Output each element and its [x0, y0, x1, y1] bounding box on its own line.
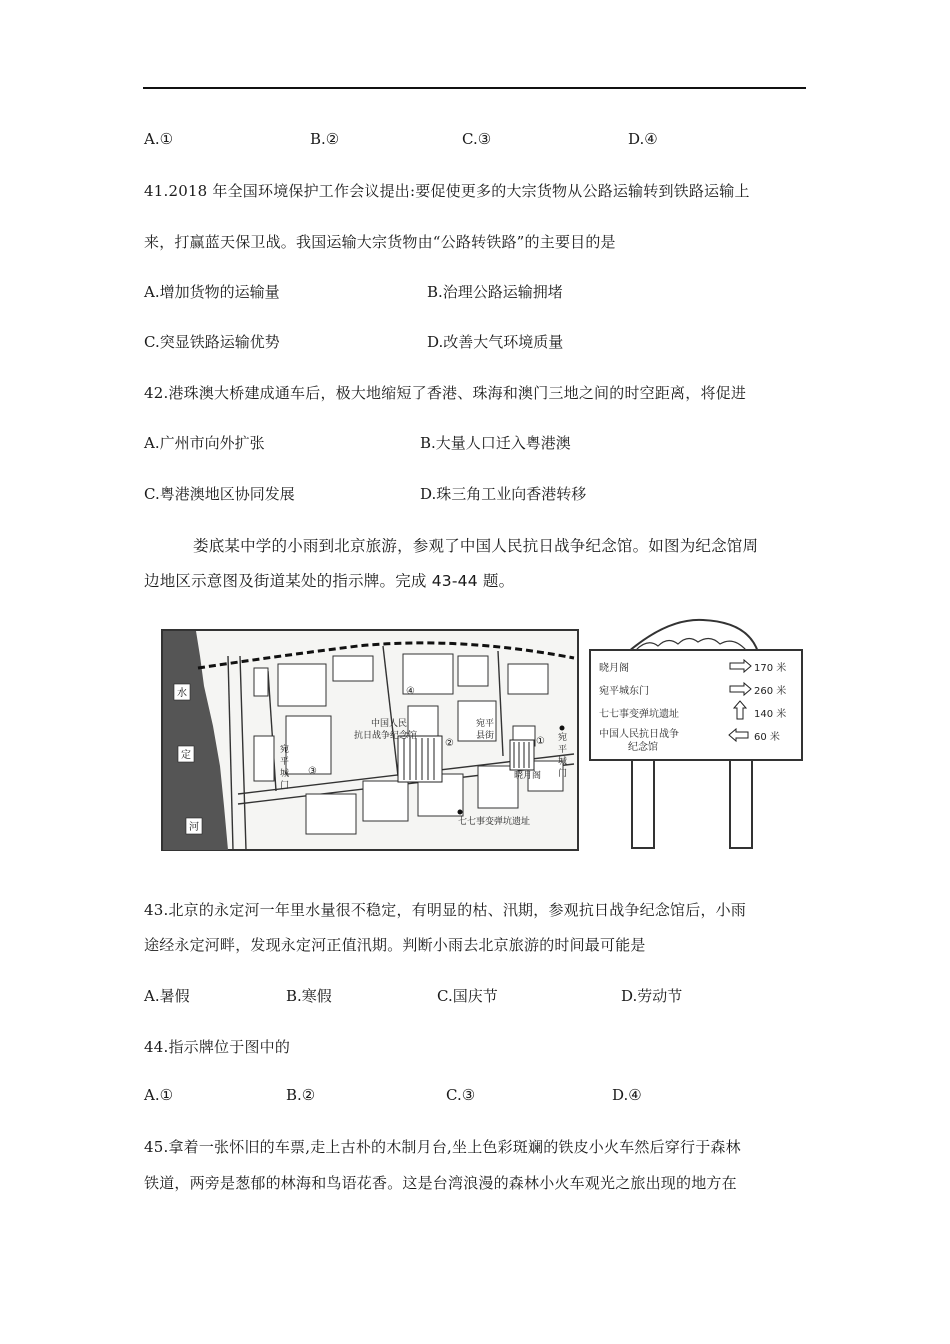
q45-stem-line1: 45.拿着一张怀旧的车票,走上古朴的木制月台,坐上色彩斑斓的铁皮小火车然后穿行于森林: [144, 1138, 741, 1156]
crater-site-label: 七七事变弹坑遗址: [458, 817, 531, 827]
map-and-sign-figure: [158, 616, 806, 852]
river-label-1: 水: [177, 688, 187, 699]
east-gate-dot: [560, 726, 565, 731]
moon-pavilion-label: 晓月阁: [514, 771, 542, 781]
q42-option-b[interactable]: B.大量人口迁入粤港澳: [420, 434, 571, 452]
sign-row2-name: 宛平城东门: [599, 686, 649, 697]
q42-stem-line1: 42.港珠澳大桥建成通车后，极大地缩短了香港、珠海和澳门三地之间的时空距离，将促进: [144, 384, 747, 402]
q43-option-d[interactable]: D.劳动节: [621, 987, 683, 1005]
q42-option-a[interactable]: A.广州市向外扩张: [144, 434, 265, 452]
museum-label-2: 抗日战争纪念馆: [354, 731, 418, 741]
q43-stem-line1: 43.北京的永定河一年里水量很不稳定，有明显的枯、汛期，参观抗日战争纪念馆后，小雨: [144, 901, 747, 919]
marker-3: ③: [308, 766, 317, 777]
river-label-2: 定: [181, 750, 191, 761]
west-gate-label-1: 宛: [280, 745, 290, 755]
q43-option-b[interactable]: B.寒假: [286, 987, 332, 1005]
west-gate-label-2: 平: [280, 757, 290, 767]
q42-option-c[interactable]: C.粤港澳地区协同发展: [144, 485, 295, 503]
sign-row4-distance: 60 米: [754, 732, 780, 743]
east-gate-label-3: 城: [558, 757, 568, 767]
q41-option-b[interactable]: B.治理公路运输拥堵: [427, 283, 563, 301]
q44-option-b[interactable]: B.②: [286, 1086, 316, 1104]
east-gate-label-1: 宛: [558, 733, 568, 743]
prev-option-d[interactable]: D.④: [628, 130, 658, 148]
east-gate-label-2: 平: [558, 745, 568, 755]
q44-option-d[interactable]: D.④: [612, 1086, 642, 1104]
county-street-label-1: 宛平: [476, 719, 495, 729]
q44-stem-line1: 44.指示牌位于图中的: [144, 1038, 291, 1056]
header-rule: [143, 87, 806, 89]
q41-stem-line1: 41.2018 年全国环境保护工作会议提出:要促使更多的大宗货物从公路运输转到铁路运输上: [144, 182, 750, 200]
sign-row4-name: 中国人民抗日战争: [599, 729, 679, 740]
q41-stem-line2: 来，打赢蓝天保卫战。我国运输大宗货物由“公路转铁路”的主要目的是: [144, 233, 616, 251]
sign-row1-name: 晓月阁: [599, 663, 629, 674]
river-label-3: 河: [189, 822, 199, 833]
q45-stem-line2: 铁道，两旁是葱郁的林海和鸟语花香。这是台湾浪漫的森林小火车观光之旅出现的地方在: [144, 1174, 737, 1192]
sign-row3-distance: 140 米: [754, 709, 787, 720]
q42-option-d[interactable]: D.珠三角工业向香港转移: [420, 485, 587, 503]
q41-option-c[interactable]: C.突显铁路运输优势: [144, 333, 280, 351]
prev-option-a[interactable]: A.①: [144, 130, 174, 148]
east-gate-label-4: 门: [558, 769, 568, 779]
prev-option-b[interactable]: B.②: [310, 130, 340, 148]
prev-option-c[interactable]: C.③: [462, 130, 492, 148]
q43-stem-line2: 途经永定河畔，发现永定河正值汛期。判断小雨去北京旅游的时间最可能是: [144, 936, 646, 954]
marker-4: ④: [406, 686, 415, 697]
sign-row4-name2: 纪念馆: [628, 742, 658, 753]
intro-line1: 娄底某中学的小雨到北京旅游，参观了中国人民抗日战争纪念馆。如图为纪念馆周: [193, 537, 759, 555]
crater-site-dot: [458, 810, 463, 815]
sign-row3-name: 七七事变弹坑遗址: [599, 709, 679, 720]
q41-option-d[interactable]: D.改善大气环境质量: [427, 333, 564, 351]
west-gate-label-4: 门: [280, 781, 290, 791]
q44-option-a[interactable]: A.①: [144, 1086, 174, 1104]
area-map: [162, 630, 578, 850]
county-street-label-2: 县街: [476, 731, 495, 741]
marker-2: ②: [445, 738, 454, 749]
museum-label-1: 中国人民: [371, 719, 408, 729]
marker-1: ①: [536, 736, 545, 747]
q41-option-a[interactable]: A.增加货物的运输量: [144, 283, 280, 301]
sign-row1-distance: 170 米: [754, 663, 787, 674]
q44-option-c[interactable]: C.③: [446, 1086, 476, 1104]
intro-line2: 边地区示意图及街道某处的指示牌。完成 43-44 题。: [144, 572, 515, 590]
direction-sign: [590, 620, 802, 848]
sign-row2-distance: 260 米: [754, 686, 787, 697]
west-gate-label-3: 城: [280, 769, 290, 779]
q43-option-c[interactable]: C.国庆节: [437, 987, 498, 1005]
q43-option-a[interactable]: A.暑假: [144, 987, 190, 1005]
